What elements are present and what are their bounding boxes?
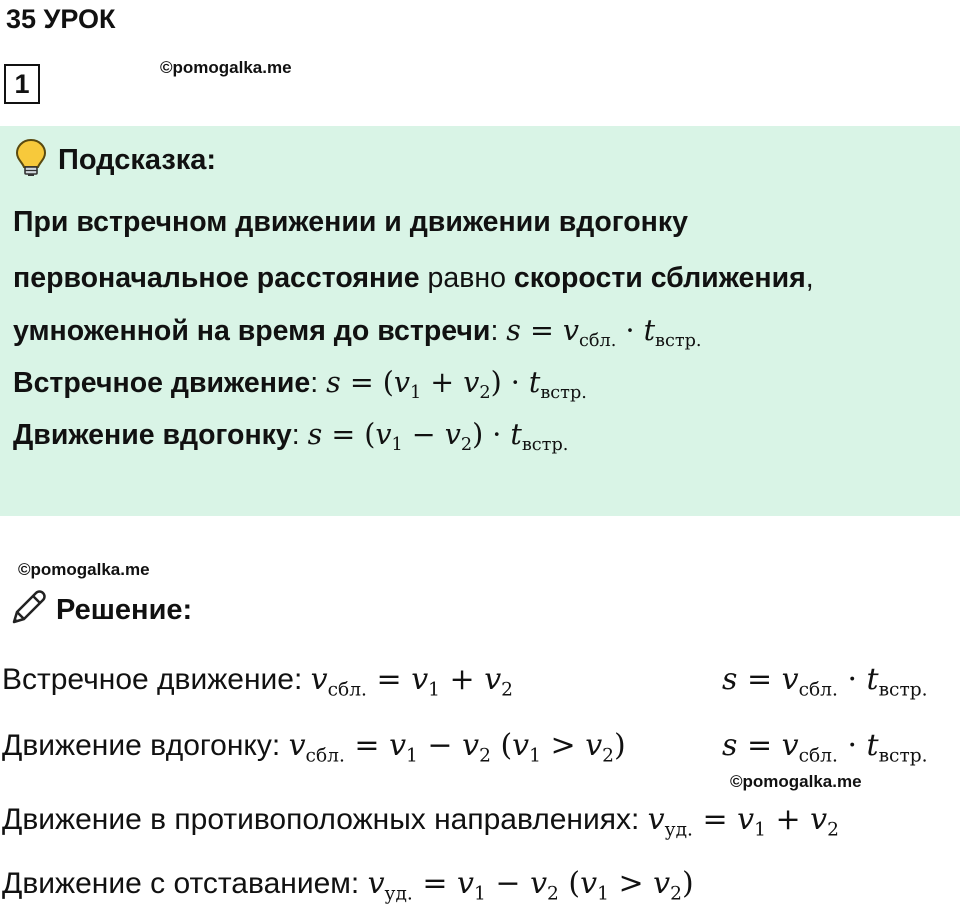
solution-row-2-formula: $s = v_{сбл.} \cdot t_{встр.}$ <box>722 728 928 767</box>
lesson-title: 35 УРОК <box>6 4 116 34</box>
pencil-icon <box>8 588 48 633</box>
watermark-top: ©pomogalka.me <box>160 58 292 77</box>
hint-panel <box>0 126 960 516</box>
watermark-middle: ©pomogalka.me <box>18 560 150 579</box>
solution-row-1: Встречное движение: $v_{сбл.} = v_1 + v_2$ <box>2 662 513 701</box>
hint-title: Подсказка: <box>58 144 217 176</box>
hint-line-4: Встречное движение: $s = (v_1 + v_2) \cdot t_{встр.}$ <box>13 366 587 404</box>
hint-line-3: умноженной на время до встречи: $s = v_{сбл.} \cdot t_{встр.}$ <box>13 314 702 352</box>
hint-line-5: Движение вдогонку: $s = (v_1 - v_2) \cdot t_{встр.}$ <box>13 418 569 456</box>
hint-line-1: При встречном движении и движении вдогонку <box>13 206 688 238</box>
task-number: 1 <box>14 68 30 99</box>
solution-row-4: Движение с отставанием: $v_{уд.} = v_1 - v_2$ $(v_1 > v_2)$ <box>2 866 694 905</box>
solution-row-1-formula: $s = v_{сбл.} \cdot t_{встр.}$ <box>722 662 928 701</box>
hint-line-2: первоначальное расстояние равно скорости сближения, <box>13 262 814 294</box>
solution-row-2: Движение вдогонку: $v_{сбл.} = v_1 - v_2$ $(v_1 > v_2)$ <box>2 728 626 767</box>
hint-header <box>14 138 216 183</box>
lightbulb-icon <box>14 138 48 183</box>
watermark-bottom: ©pomogalka.me <box>730 772 862 791</box>
task-number-box <box>4 64 40 104</box>
solution-header <box>8 588 192 633</box>
solution-row-3: Движение в противоположных направлениях: $v_{уд.} = v_1 + v_2$ <box>2 802 839 841</box>
solution-title: Решение: <box>56 594 193 626</box>
